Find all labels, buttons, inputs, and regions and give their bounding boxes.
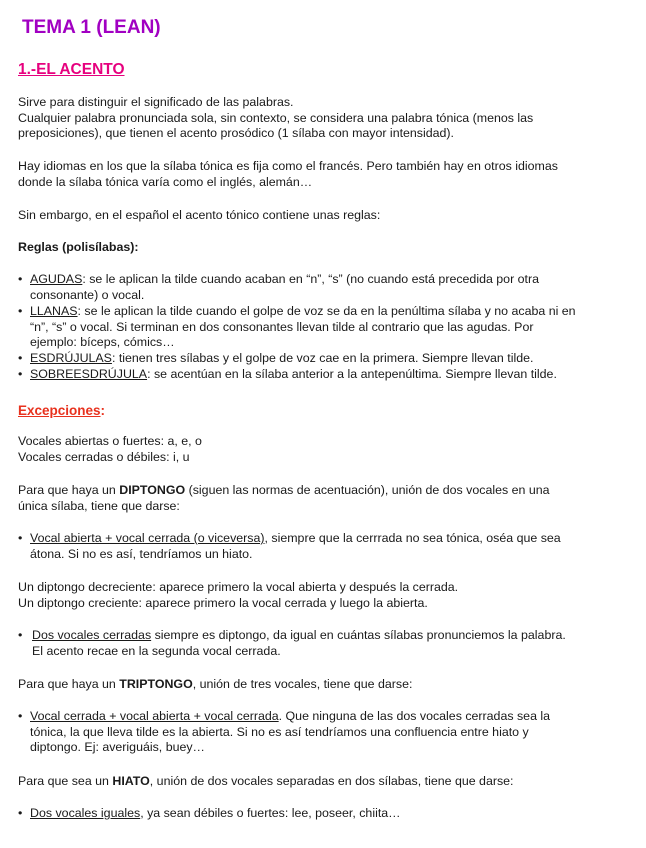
paragraph-line: Vocales cerradas o débiles: i, u (18, 449, 190, 464)
term-llanas: LLANAS (30, 304, 78, 318)
paragraph-line: donde la sílaba tónica varía como el inglés, alemán… (18, 174, 313, 189)
triptongo-paragraph (18, 677, 630, 693)
list-item-text: átona. Si no es así, tendríamos un hiato. (30, 546, 253, 561)
paragraph-line: Vocales abiertas o fuertes: a, e, o (18, 434, 202, 448)
list-item-text: : se le aplican la tilde cuando acaban en “n”, “s” (no cuando está precedida por otra (82, 272, 539, 286)
paragraph-text: , unión de dos vocales separadas en dos sílabas, tiene que darse: (149, 774, 514, 788)
term-agudas: AGUDAS (30, 272, 83, 286)
reglas-heading: Reglas (polisílabas): (18, 240, 139, 254)
idiomas-paragraph (18, 159, 630, 190)
term-dos-vocales-iguales: Dos vocales iguales (30, 806, 141, 820)
list-item-text: diptongo. Ej: averiguáis, buey… (30, 740, 205, 754)
paragraph-text: Para que haya un (18, 483, 120, 497)
bullet-icon: • (18, 304, 23, 318)
paragraph-line: única sílaba, tiene que darse: (18, 498, 180, 513)
paragraph-line: Cualquier palabra pronunciada sola, sin contexto, se considera una palabra tónica (menos las (18, 110, 534, 125)
excepciones-label: Excepciones (18, 403, 101, 418)
sin-embargo-paragraph (18, 208, 630, 224)
list-item-text: consonante) o vocal. (30, 287, 145, 302)
term-triptongo: TRIPTONGO (119, 677, 193, 691)
list-item-text: El acento recae en la segunda vocal cerrada. (32, 643, 281, 658)
diptongo-paragraph (18, 483, 630, 514)
term-sobreesdrujula: SOBREESDRÚJULA (30, 367, 148, 381)
paragraph-line: preposiciones), que tienen el acento prosódico (1 sílaba con mayor intensidad). (18, 126, 454, 140)
list-item-text: ejemplo: bíceps, cómics… (30, 335, 175, 349)
paragraph-line: Un diptongo creciente: aparece primero la vocal cerrada y luego la abierta. (18, 595, 428, 610)
list-item-text: . Que ninguna de las dos vocales cerradas sea la (278, 709, 551, 723)
term-vocal-cerrada-abierta-cerrada: Vocal cerrada + vocal abierta + vocal cerrada (30, 709, 279, 723)
paragraph-line: Sirve para distinguir el significado de las palabras. (18, 95, 294, 109)
term-diptongo: DIPTONGO (119, 483, 186, 497)
list-item-text: : se acentúan en la sílaba anterior a la antepenúltima. Siempre llevan tilde. (147, 367, 557, 381)
bullet-icon: • (18, 351, 23, 365)
list-item-text: , ya sean débiles o fuertes: lee, poseer, chiita… (140, 806, 401, 820)
list-item-text: siempre es diptongo, da igual en cuántas sílabas pronunciemos la palabra. (151, 628, 566, 642)
bullet-icon: • (18, 367, 23, 381)
list-item-text: tónica, la que lleva tilde es la abierta. Si no es así tendríamos una confluencia entre hiato y (30, 724, 529, 739)
vocales-paragraph (18, 434, 630, 465)
diptongo-tipos-paragraph (18, 580, 630, 611)
paragraph-text: (siguen las normas de acentuación), unión de dos vocales en una (185, 483, 550, 497)
list-item-text: “n”, “s” o vocal. Si terminan en dos consonantes llevan tilde al contrario que las agudas. Por (30, 319, 534, 334)
term-esdrujulas: ESDRÚJULAS (30, 351, 112, 365)
bullet-icon: • (18, 628, 23, 642)
paragraph-line: Un diptongo decreciente: aparece primero la vocal abierta y después la cerrada. (18, 580, 459, 594)
bullet-icon: • (18, 806, 23, 820)
paragraph-text: Para que sea un (18, 774, 113, 788)
section-heading-excepciones (18, 402, 105, 419)
paragraph-line: Hay idiomas en los que la sílaba tónica es fija como el francés. Pero también hay en otros idiomas (18, 159, 558, 173)
paragraph-text: , unión de tres vocales, tiene que darse: (192, 677, 413, 691)
list-item-text: , siempre que la cerrrada no sea tónica, oséa que sea (264, 531, 561, 545)
paragraph-line: Sin embargo, en el español el acento tónico contiene unas reglas: (18, 208, 381, 222)
intro-paragraph (18, 95, 630, 142)
term-dos-vocales-cerradas: Dos vocales cerradas (32, 628, 152, 642)
term-hiato: HIATO (112, 774, 150, 788)
bullet-icon: • (18, 531, 23, 545)
list-item-text: : se le aplican la tilde cuando el golpe de voz se da en la penúltima sílaba y no acaba ni en (77, 304, 576, 318)
bullet-icon: • (18, 272, 23, 286)
excepciones-colon: : (100, 403, 106, 418)
document-title: TEMA 1 (LEAN) (22, 17, 161, 38)
section-heading-acento: 1.-EL ACENTO (18, 61, 125, 78)
term-vocal-abierta-cerrada: Vocal abierta + vocal cerrada (o viceversa) (30, 531, 265, 545)
paragraph-text: Para que haya un (18, 677, 120, 691)
list-item-text: : tienen tres sílabas y el golpe de voz cae en la primera. Siempre llevan tilde. (111, 351, 534, 365)
hiato-paragraph (18, 774, 630, 790)
bullet-icon: • (18, 709, 23, 723)
